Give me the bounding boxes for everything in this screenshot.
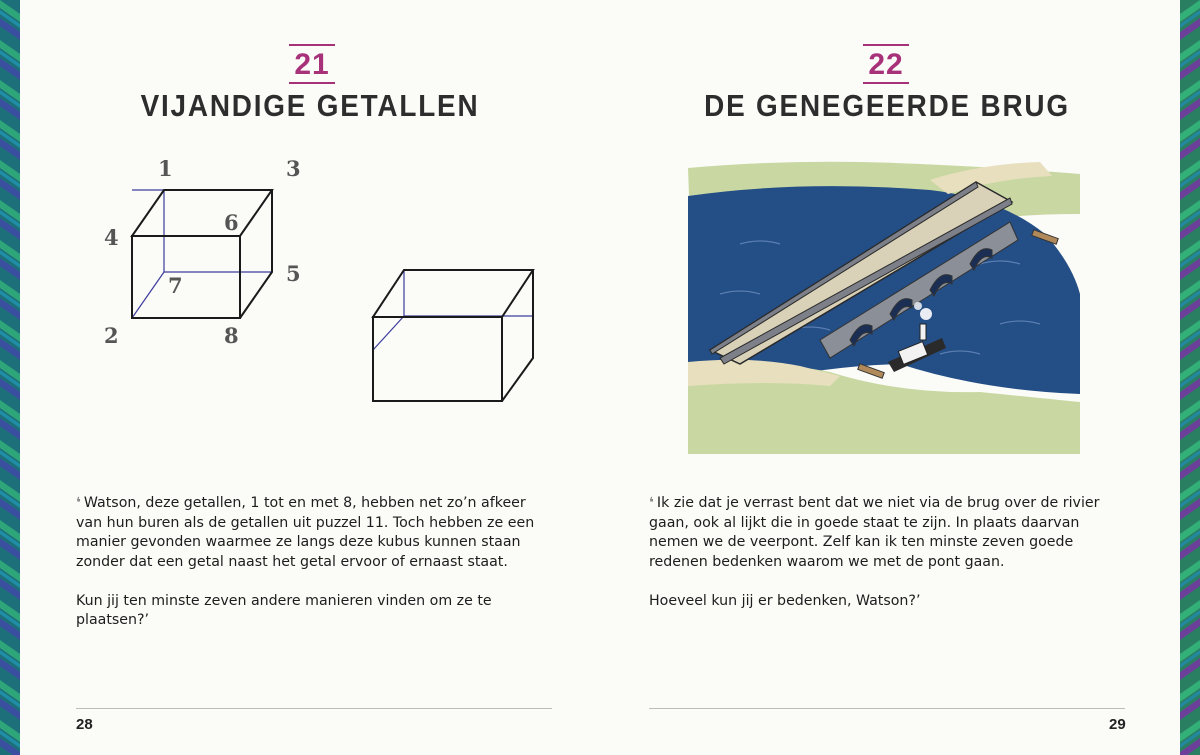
cube-label: 1 (158, 156, 173, 181)
paragraph: Hoeveel kun jij er bedenken, Watson?’ (649, 592, 921, 609)
decorative-edge-left (0, 0, 20, 755)
cube-label: 2 (104, 323, 119, 348)
puzzle-title: VIJANDIGE GETALLEN (140, 88, 480, 123)
paragraph (649, 494, 1119, 572)
footer-rule (76, 708, 552, 709)
cube-label: 8 (224, 323, 239, 348)
paragraph-text: Watson, deze getallen, 1 tot en met 8, hebben net zo’n afkeer van hun buren als de getallen uit puzzel 11. Toch hebben ze een manier gevonden waarmee ze langs deze kubus kunnen staan zonder dat een getal naast het getal ervoor of ernaast staat. (76, 495, 535, 570)
cube-diagram (90, 150, 550, 410)
cube-label: 6 (224, 210, 239, 235)
quote-icon: ❛ (76, 495, 81, 511)
cube-side-edge (240, 190, 272, 318)
paragraph-text: Ik zie dat je verrast bent dat we niet via de brug over de rivier gaan, ook al lijkt die in goede staat te zijn. In plaats daarvan nemen we de veerpont. Zelf kan ik ten minste zeven goede redenen bedenken waarom we met de pont gaan. (649, 495, 1100, 570)
quote-icon: ❛ (649, 495, 654, 511)
puzzle-text (649, 494, 1119, 631)
cube-side-edge (502, 270, 533, 401)
puzzle-text (76, 494, 546, 650)
labeled-cube (132, 190, 272, 318)
cube-label: 7 (168, 273, 183, 298)
puzzle-number: 21 (289, 44, 335, 84)
cube-hidden-edge (132, 272, 164, 318)
puzzle-number: 22 (863, 44, 909, 84)
cube-label: 4 (104, 225, 119, 250)
footer-rule (649, 708, 1125, 709)
cube-label: 5 (286, 261, 301, 286)
puzzle-title: DE GENEGEERDE BRUG (704, 88, 1070, 123)
left-page (20, 0, 600, 755)
cube-hidden-edge (373, 316, 404, 350)
page-number: 28 (76, 716, 93, 733)
cube-top-face (373, 270, 533, 317)
right-page (600, 0, 1180, 755)
page-number: 29 (1109, 716, 1126, 733)
paragraph (76, 494, 546, 572)
paragraph: Kun jij ten minste zeven andere manieren vinden om ze te plaatsen?’ (76, 592, 492, 628)
cube-label: 3 (286, 156, 301, 181)
bridge-illustration (680, 154, 1085, 458)
cube-top-face (132, 190, 272, 236)
blank-cube (373, 270, 533, 401)
decorative-edge-right (1180, 0, 1200, 755)
cube-front-face (132, 236, 240, 318)
